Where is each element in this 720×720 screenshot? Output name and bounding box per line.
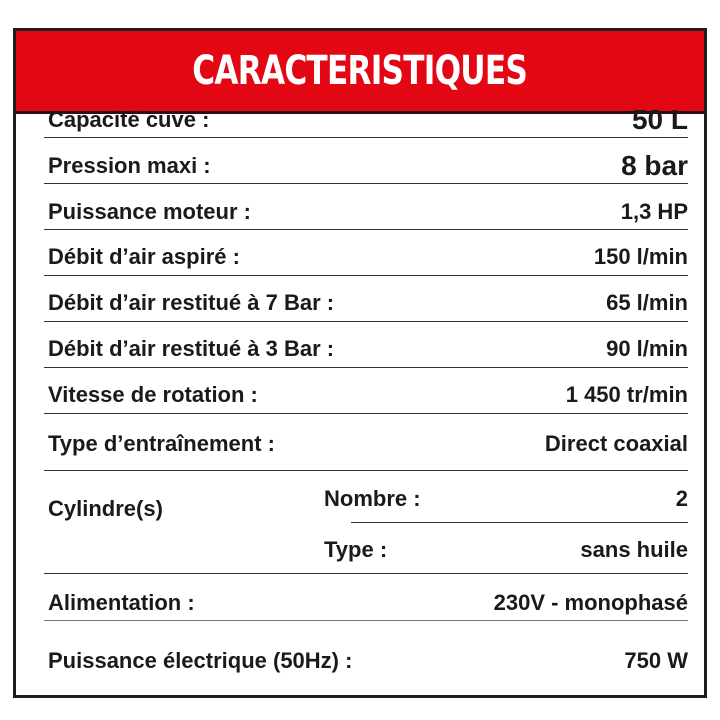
spec-row-air-intake (48, 234, 688, 280)
row-divider (44, 413, 688, 414)
spec-value: 8 bar (621, 150, 688, 181)
spec-row-rotation-speed (48, 372, 688, 418)
spec-subrow-cylinder-type (324, 527, 688, 573)
spec-label: Débit d’air restitué à 7 Bar : (48, 290, 335, 315)
spec-value: 65 l/min (606, 290, 688, 315)
spec-label: Nombre : (324, 486, 421, 511)
spec-label: Pression maxi : (48, 153, 211, 178)
spec-row-drive-type (48, 421, 688, 467)
spec-row-cylinders (48, 486, 298, 532)
row-divider (44, 470, 688, 471)
spec-value: sans huile (580, 537, 688, 562)
spec-value: 50 L (631, 104, 688, 135)
spec-row-electric-power (48, 638, 688, 684)
row-divider (351, 522, 688, 523)
spec-label: Puissance électrique (50Hz) : (48, 648, 353, 673)
spec-label: Vitesse de rotation : (48, 382, 258, 407)
table-title: CARACTERISTIQUES (192, 48, 528, 94)
spec-label: Débit d’air aspiré : (48, 244, 240, 269)
spec-value: 150 l/min (593, 244, 688, 269)
spec-label: Type : (324, 537, 388, 562)
spec-subrow-cylinder-count (324, 476, 688, 522)
spec-row-air-output-3bar (48, 326, 688, 372)
row-divider (44, 620, 688, 621)
row-divider (44, 321, 688, 322)
row-divider (44, 367, 688, 368)
spec-value: 90 l/min (606, 336, 688, 361)
spec-label: Alimentation : (48, 590, 195, 615)
row-divider (44, 573, 688, 574)
spec-label: Type d’entraînement : (48, 431, 275, 456)
spec-value: 750 W (624, 648, 688, 673)
row-divider (44, 183, 688, 184)
spec-value: 1,3 HP (620, 199, 688, 224)
specifications-table (13, 28, 707, 698)
spec-label: Capacité cuve : (48, 107, 210, 132)
spec-label: Débit d’air restitué à 3 Bar : (48, 336, 335, 361)
spec-value: Direct coaxial (544, 431, 688, 456)
spec-label: Puissance moteur : (48, 199, 251, 224)
spec-value: 2 (675, 486, 688, 511)
spec-value: 1 450 tr/min (565, 382, 688, 407)
row-divider (44, 275, 688, 276)
row-divider (44, 137, 688, 138)
spec-label: Cylindre(s) (48, 496, 163, 521)
spec-row-air-output-7bar (48, 280, 688, 326)
row-divider (44, 229, 688, 230)
spec-value: 230V - monophasé (493, 590, 688, 615)
